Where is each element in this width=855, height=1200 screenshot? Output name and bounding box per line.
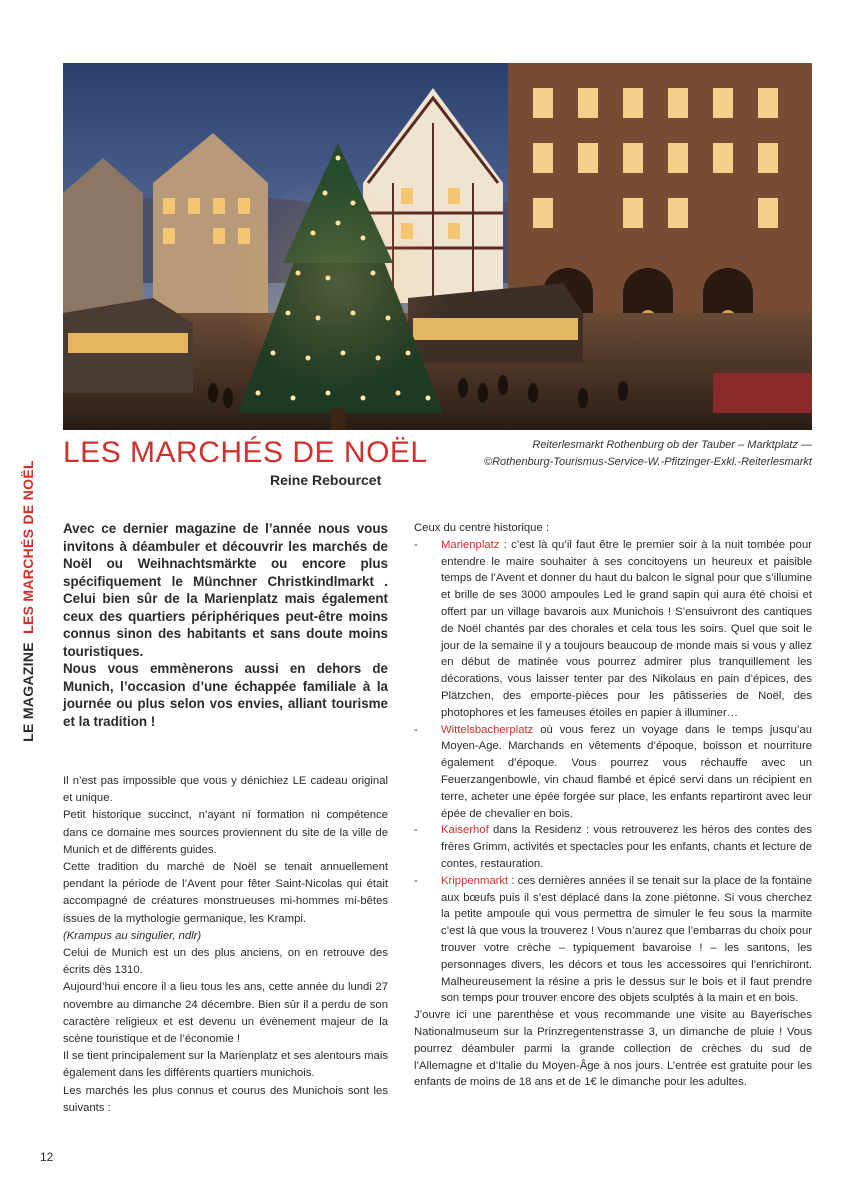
market-description: : ces dernières années il se tenait sur la place de la fontaine aux bœufs puis il s’est déplacé dans la zone piétonne. Si vous cherchez la petite ampoule qui vous permettra de simuler le feu sous la marmite c’est là que vous la trouverez ! Vous n’aurez que l’embarras du choix pour trouver votre crèche – typiquement bavaroise ! – les santons, les personnages divers, les décors et tous les accessoires qui l’enrichiront. Malheureusement la résine a pris le dessus sur le bois et il faut prendre son temps pour trouver encore des objets sculptés à la main et en bois.: [441, 874, 812, 1005]
body-paragraph: Cette tradition du marché de Noël se tenait annuellement pendant la période de l’Avent pour fêter Saint-Nicolas qui était accompagné de créatures monstrueuses mi-hommes mi-bêtes issues de la mythologie germanique, les Krampi.: [63, 861, 388, 925]
right-column: [414, 520, 812, 1091]
market-name: Kaiserhof: [441, 824, 489, 837]
magazine-label: LE MAGAZINE: [20, 641, 36, 742]
list-dash: -: [414, 538, 418, 551]
article-intro: [63, 520, 388, 730]
list-dash: -: [414, 874, 418, 887]
body-paragraph: Ceux du centre historique :: [414, 522, 550, 534]
body-paragraph: Aujourd’hui encore il a lieu tous les ans, cette année du lundi 27 novembre au dimanche 24 décembre. Bien sûr il a perdu de son caractère religieux et est devenu un évènement majeur de la scène touristique et de l’économie !: [63, 981, 388, 1046]
market-list-item: [414, 722, 812, 823]
christmas-market-photo: [63, 63, 812, 430]
article-title: LES MARCHÉS DE NOËL: [63, 436, 428, 469]
photo-caption: [484, 437, 812, 471]
intro-paragraph: Nous vous emmènerons aussi en dehors de Munich, l’occasion d’une échappée familiale à la journée ou plus selon vos envies, alliant tourisme et la tradition !: [63, 661, 388, 729]
side-section-label: [18, 459, 38, 742]
market-description: : c’est là qu’il faut être le premier soir à la nuit tombée pour entendre le maire souhaiter à ses concitoyens un heureux et paisible temps de l’Avent et donner du haut du balcon le signal pour que s’illumine et brille de ses 3000 ampoules Led le grand sapin qui aura été choisi et offert par un village bavarois aux Munichois ! S’ensuivront des cantiques de Noël chantés par des chorales et cela tous les soirs. Quel que soit le jour de la semaine il y a toujours beaucoup de monde mais si vous y allez en début de matinée vous pourrez admirer plus tranquillement les décorations, vous laisser tenter par des Nikolaus en pain d’épices, des Plätzchen, des emporte-pièces pour les pâtisseries de Noël, des photophores et les fameuses étoiles en papier à illuminer…: [441, 538, 812, 719]
article-author: Reine Rebourcet: [270, 472, 382, 488]
left-column: [63, 773, 388, 1117]
market-list-item: [414, 537, 812, 722]
market-description: dans la Residenz : vous retrouverez les héros des contes des frères Grimm, activités et spectacles pour les enfants, chants et lecture de contes, restauration.: [441, 824, 812, 870]
market-name: Marienplatz: [441, 538, 500, 551]
market-name: Wittelsbacherplatz: [441, 723, 534, 736]
list-dash: -: [414, 824, 418, 837]
body-paragraph: Il se tient principalement sur la Marienplatz et ses alentours mais également dans les différents quartiers munichois.: [63, 1050, 388, 1080]
body-paragraph: J’ouvre ici une parenthèse et vous recommande une visite au Bayerisches Nationalmuseum sur la Prinzregentenstrasse 3, un dimanche de pluie ! Vous pourrez déambuler parmi la grande collection de crèches du sud de l’Allemagne et d’Italie du Moyen-Âge à nos jours. L’entrée est gratuite pour les enfants de moins de 18 ans et de 1€ le dimanche pour les adultes.: [414, 1009, 812, 1089]
market-description: où vous ferez un voyage dans le temps jusqu’au Moyen-Age. Marchands en vêtements d’époque, boisson et nourriture également d’époque. Vous pourrez vous réchauffe avec un Feuerzangenbowle, vin chaud flambé et épicé servi dans un récipient en terre, acheter une épée forgée sur place, les enfants repartiront avec leur épée de chevalier en bois.: [441, 723, 812, 820]
list-dash: -: [414, 723, 418, 736]
body-paragraph: Il n’est pas impossible que vous y dénichiez LE cadeau original et unique.: [63, 775, 388, 805]
section-topic-label: LES MARCHÉS DE NOËL: [20, 459, 36, 634]
body-paragraph: Celui de Munich est un des plus anciens, on en retrouve des écrits dès 1310.: [63, 947, 388, 977]
intro-paragraph: Avec ce dernier magazine de l’année nous vous invitons à déambuler et découvrir les marchés de Noël ou Weihnachtsmärkte ou encore plus spécifiquement le Münchner Christkindlmarkt . Celui bien sûr de la Marienplatz mais également ceux des quartiers périphériques peut-être moins connus sinon des habitants et sans doute moins touristiques.: [63, 521, 388, 659]
caption-line-2: ©Rothenburg-Tourismus-Service-W.-Pfitzinger-Exkl.-Reiterlesmarkt: [483, 456, 812, 468]
page-number: 12: [40, 1150, 54, 1164]
body-note: (Krampus au singulier, ndlr): [63, 929, 202, 942]
market-name: Krippenmarkt: [441, 874, 509, 887]
body-paragraph: Les marchés les plus connus et courus des Munichois sont les suivants :: [63, 1084, 388, 1114]
caption-line-1: Reiterlesmarkt Rothenburg ob der Tauber – Marktplatz —: [532, 439, 812, 451]
market-list-item: [414, 873, 812, 1007]
body-paragraph: Petit historique succinct, n’ayant ni formation ni compétence dans ce domaine mes sources proviennent du site de la ville de Munich et de différents guides.: [63, 809, 388, 856]
market-list-item: [414, 822, 812, 872]
